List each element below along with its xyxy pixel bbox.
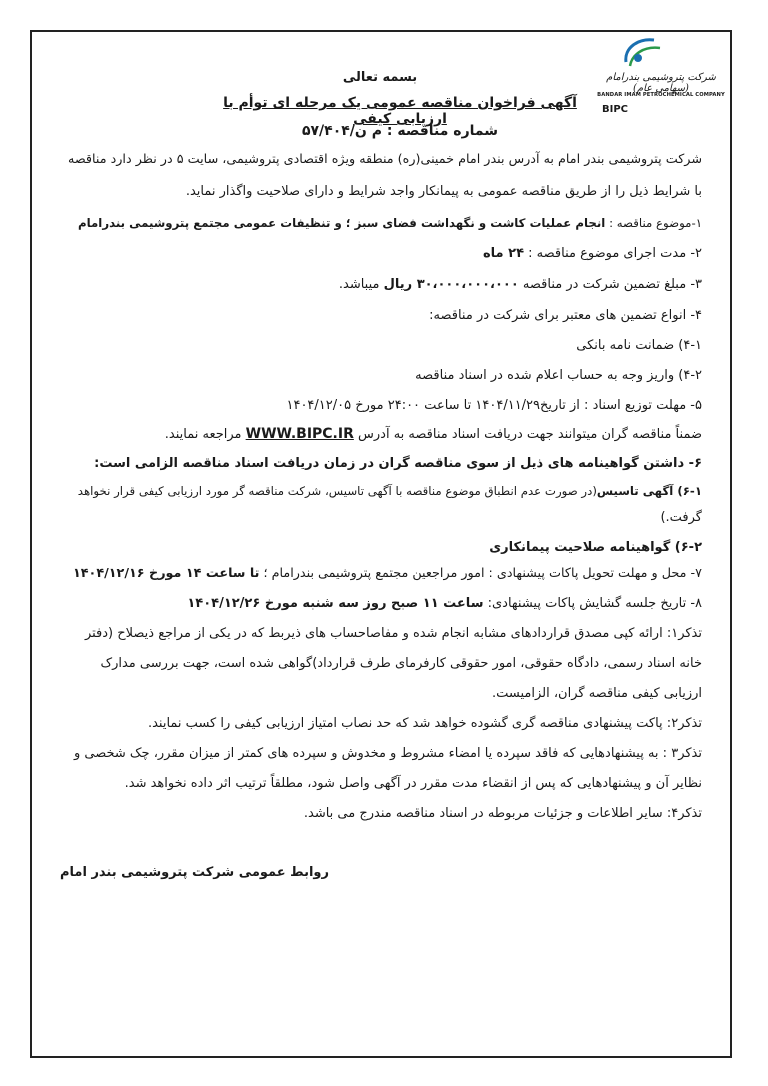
item-7-value: تا ساعت ۱۴ مورخ ۱۴۰۴/۱۲/۱۶ [72,566,260,581]
note-3-line-1: تذکر۳ : به پیشنهادهایی که فاقد سپرده یا امضاء مشروط و مخدوش و سپرده های کمتر از میزان مقرر، چک شخصی و [73,746,702,761]
item-1 [78,216,702,230]
item-6-2: ۶-۲) گواهینامه صلاحیت پیمانکاری [489,540,702,555]
note-1-line-2: خانه اسناد رسمی، دادگاه حقوقی، امور حقوقی کارفرمای طرف قرارداد)گواهی شده است، جهت بررسی مدارک [100,656,702,671]
logo-english-name: BANDAR IMAM PETROCHEMICAL COMPANY [597,92,725,98]
item-1-label: ۱-موضوع مناقصه : [605,216,702,230]
item-7-label: ۷- محل و مهلت تحویل پاکات پیشنهادی : امور مراجعین مجتمع پتروشیمی بندرامام ؛ [259,566,702,581]
logo-persian-name: شرکت پتروشیمی بندرامام (سهامی عام) [606,72,716,94]
company-logo [596,32,726,124]
note-4: تذکر۴: سایر اطلاعات و جزئیات مربوطه در اسناد مناقصه مندرج می باشد. [303,806,702,821]
item-2 [483,246,702,261]
note-3-line-2: نظایر آن و پیشنهادهایی که پس از انقضاء مدت مقرر در آگهی واصل شود، مطلقاً ترتیب اثر داده نخواهد شد. [124,776,702,791]
item-5: ۵- مهلت توزیع اسناد : از تاریخ۱۴۰۴/۱۱/۲۹ تا ساعت ۲۴:۰۰ مورخ ۱۴۰۴/۱۲/۰۵ [286,398,702,413]
item-3-value: ۳۰،۰۰۰،۰۰۰،۰۰۰ ریال [383,277,519,292]
item-3-label: ۳- مبلغ تضمین شرکت در مناقصه [518,277,702,292]
logo-abbreviation: BIPC [602,104,629,115]
tender-number: شماره مناقصه : م ن/۵۷/۴۰۴ [301,123,499,139]
note-1-line-3: ارزیابی کیفی مناقصه گران، الزامیست. [491,686,702,701]
bipc-emblem-icon [614,32,674,72]
website-line [165,426,702,442]
note-2: تذکر۲: پاکت پیشنهادی مناقصه گری گشوده خواهد شد که حد نصاب امتیاز ارزیابی کیفی را کسب نمایند. [147,716,702,731]
item-4: ۴- انواع تضمین های معتبر برای شرکت در مناقصه: [429,308,702,323]
item-8-value: ساعت ۱۱ صبح روز سه شنبه مورخ ۱۴۰۴/۱۲/۲۶ [187,596,484,611]
item-6-1 [78,484,702,498]
item-6-1-label: ۶-۱) آگهی تاسیس [596,484,702,498]
item-3 [339,277,702,292]
item-4-2: ۴-۲) واریز وجه به حساب اعلام شده در اسناد مناقصه [415,368,702,383]
intro-line-1: شرکت پتروشیمی بندر امام به آدرس بندر امام خمینی(ره) منطقه ویژه اقتصادی پتروشیمی، سایت ۵ در نظر دارد مناقصه [68,152,702,167]
item-7 [73,566,702,581]
item-6-1-continuation: گرفت.) [660,510,702,525]
item-2-label: ۲- مدت اجرای موضوع مناقصه : [524,246,702,261]
bismillah: بسمه تعالی [342,70,418,85]
page-title: آگهی فراخوان مناقصه عمومی یک مرحله ای توأم با ارزیابی کیفی [223,95,577,127]
item-4-1: ۴-۱) ضمانت نامه بانکی [576,338,702,353]
item-6: ۶- داشتن گواهینامه های ذیل از سوی مناقصه گران در زمان دریافت اسناد مناقصه الزامی است: [94,456,702,471]
item-2-value: ۲۴ ماه [483,246,525,261]
item-8-label: ۸- تاریخ جلسه گشایش پاکات پیشنهادی: [483,596,702,611]
intro-line-2: با شرایط ذیل را از طریق مناقصه عمومی به پیمانکار واجد شرایط و دارای صلاحیت واگذار نماید. [185,184,702,199]
website-prefix: ضمناً مناقصه گران میتوانند جهت دریافت اسناد مناقصه به آدرس [353,427,702,442]
item-6-1-text: (در صورت عدم انطباق موضوع مناقصه با آگهی تاسیس، شرکت مناقصه گر مورد ارزیابی کیفی قرار نخواهد [77,484,597,498]
item-1-value: انجام عملیات کاشت و نگهداشت فضای سبز ؛ و تنظیفات عمومی مجتمع پتروشیمی بندرامام [78,216,606,230]
note-1-line-1: تذکر۱: ارائه کپی مصدق قراردادهای مشابه انجام شده و مفاصاحساب های ذیربط که در یکی از مراجع ذیصلاح (دفتر [84,626,702,641]
footer-signature: روابط عمومی شرکت پتروشیمی بندر امام [60,865,330,880]
item-8 [187,596,702,611]
website-link[interactable]: WWW.BIPC.IR [245,426,354,442]
website-suffix: مراجعه نمایند. [164,427,246,442]
item-3-tail: میباشد. [338,277,384,292]
